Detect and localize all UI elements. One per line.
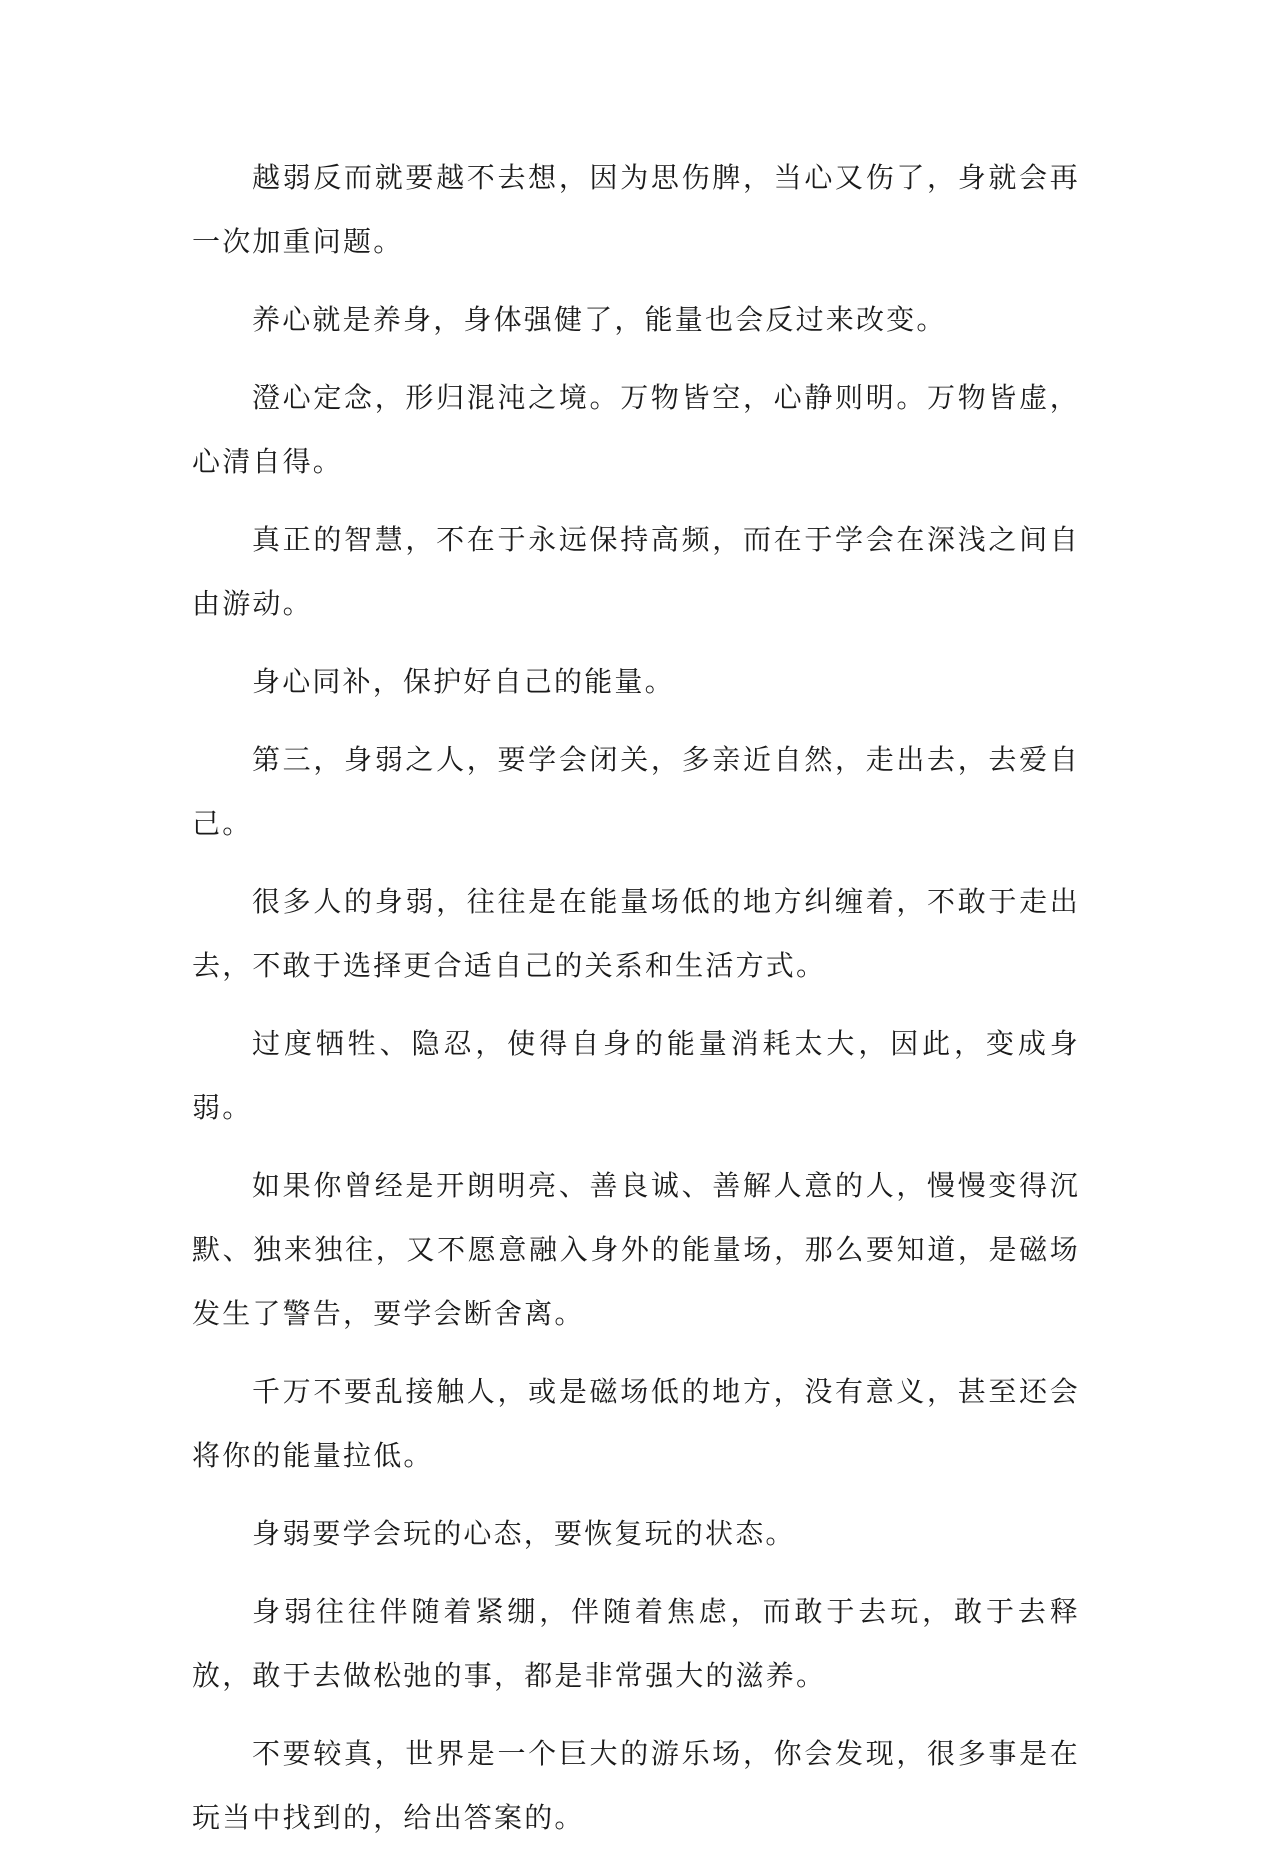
paragraph-8: 过度牺牲、隐忍，使得自身的能量消耗太大，因此，变成身弱。 — [192, 1027, 1080, 1124]
document-body — [192, 146, 1080, 1864]
paragraph-13: 不要较真，世界是一个巨大的游乐场，你会发现，很多事是在玩当中找到的，给出答案的。 — [192, 1737, 1080, 1834]
paragraph-11: 身弱要学会玩的心态，要恢复玩的状态。 — [252, 1517, 796, 1550]
paragraph-10: 千万不要乱接触人，或是磁场低的地方，没有意义，甚至还会将你的能量拉低。 — [192, 1375, 1080, 1472]
paragraph-2: 养心就是养身，身体强健了，能量也会反过来改变。 — [252, 303, 947, 336]
paragraph-5: 身心同补，保护好自己的能量。 — [252, 665, 675, 698]
paragraph-3: 澄心定念，形归混沌之境。万物皆空，心静则明。万物皆虚，心清自得。 — [192, 381, 1080, 478]
paragraph-1: 越弱反而就要越不去想，因为思伤脾，当心又伤了，身就会再一次加重问题。 — [192, 161, 1080, 258]
paragraph-12: 身弱往往伴随着紧绷，伴随着焦虑，而敢于去玩，敢于去释放，敢于去做松弛的事，都是非常强大的滋养。 — [192, 1595, 1080, 1692]
paragraph-9: 如果你曾经是开朗明亮、善良诚、善解人意的人，慢慢变得沉默、独来独往，又不愿意融入身外的能量场，那么要知道，是磁场发生了警告，要学会断舍离。 — [192, 1169, 1080, 1330]
paragraph-6: 第三，身弱之人，要学会闭关，多亲近自然，走出去，去爱自己。 — [192, 743, 1080, 840]
paragraph-7: 很多人的身弱，往往是在能量场低的地方纠缠着，不敢于走出去，不敢于选择更合适自己的关系和生活方式。 — [192, 885, 1080, 982]
paragraph-4: 真正的智慧，不在于永远保持高频，而在于学会在深浅之间自由游动。 — [192, 523, 1080, 620]
